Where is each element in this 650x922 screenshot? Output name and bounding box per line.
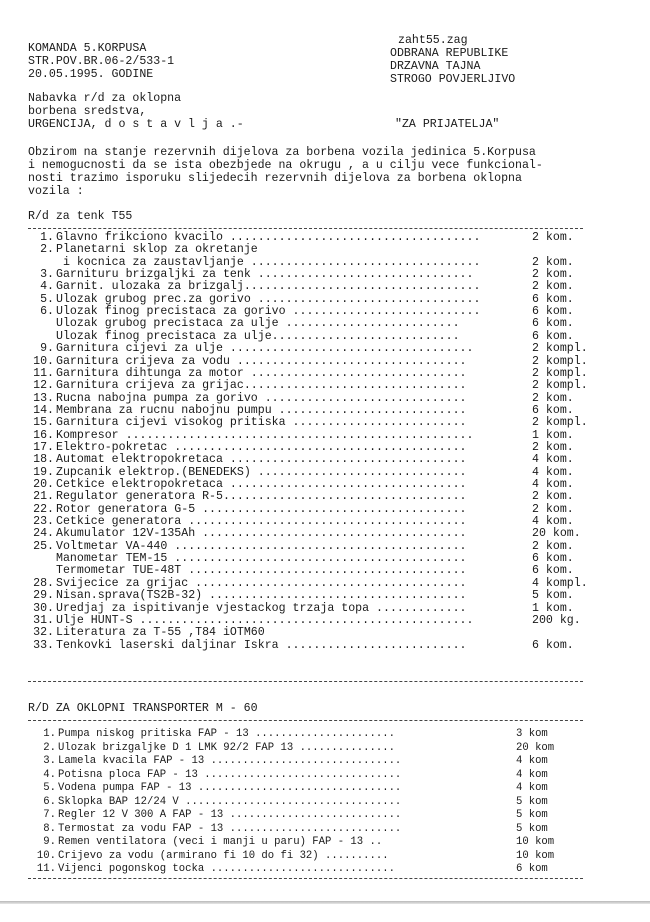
intro-line: vozila :: [28, 185, 84, 198]
item-description: Garnitura crijeva za grijac................................: [56, 379, 467, 393]
item-number: 11.: [33, 366, 54, 380]
section-title: R/d za tenk T55: [28, 210, 133, 223]
item-description: Automat elektropokretaca ..................................: [56, 453, 467, 467]
item-number: 3.: [40, 268, 54, 282]
subject-line: URGENCIJA, d o s t a v l j a .-: [28, 118, 244, 131]
item-number: 6.: [43, 795, 56, 808]
item-number: 29.: [33, 589, 54, 603]
item-quantity: 4 kom.: [532, 478, 574, 491]
item-quantity: 2 kom.: [532, 490, 574, 504]
item-description: Tenkovki laserski daljinar Iskra ..........................: [56, 638, 467, 652]
item-quantity: 10 kom: [516, 836, 555, 848]
item-quantity: 6 kom.: [532, 564, 574, 578]
item-description: Ulozak grubog precistaca za ulje .........................: [56, 317, 460, 331]
header-line: KOMANDA 5.KORPUSA: [28, 42, 147, 55]
item-number: 1.: [43, 728, 56, 740]
item-quantity: 2 kom.: [532, 255, 574, 269]
item-description: Garnitura cijevi za ulje ...................................: [56, 342, 474, 356]
item-quantity: 5 kom: [516, 822, 548, 835]
item-number: 25.: [33, 539, 54, 553]
item-description: Garnituru brizgaljki za tenk ...............................: [56, 268, 474, 282]
item-quantity: 6 kom.: [532, 317, 574, 331]
section-divider: [28, 681, 583, 682]
item-quantity: 20 kom: [516, 741, 555, 754]
item-description: Uredjaj za ispitivanje vjestackog trzaja topa .............: [56, 601, 467, 615]
section-title: R/D ZA OKLOPNI TRANSPORTER M - 60: [28, 702, 258, 715]
item-number: 13.: [33, 391, 54, 405]
item-description: Termostat za vodu FAP - 13 ...........................: [58, 822, 402, 835]
item-number: 8.: [43, 822, 56, 835]
item-number: 24.: [33, 527, 54, 541]
item-quantity: 2 kom.: [532, 440, 574, 454]
item-description: Elektro-pokretac ..........................................: [56, 440, 467, 454]
item-description: Garnit. ulozaka za brizgalj..................................: [56, 280, 481, 294]
item-quantity: 4 kom: [516, 768, 548, 781]
item-description: Membrana za rucnu nabojnu pumpu ...........................: [56, 403, 467, 417]
item-description: Lamela kvacila FAP - 13 ..............................: [58, 755, 402, 767]
item-description: Cetkice generatora ........................................: [56, 515, 467, 529]
item-number: 17.: [33, 440, 54, 454]
item-description: Voltmetar VA-440 ..........................................: [56, 539, 467, 553]
subject-line: borbena sredstva,: [28, 105, 147, 118]
item-number: 22.: [33, 502, 54, 516]
item-description: Glavno frikciono kvacilo ....................................: [56, 231, 481, 244]
item-description: Kompresor ..................................................: [56, 428, 474, 442]
classification-line: ODBRANA REPUBLIKE: [390, 47, 509, 60]
item-quantity: 2 kompl.: [532, 416, 588, 430]
item-quantity: 6 kom.: [532, 329, 574, 343]
item-number: 31.: [33, 613, 54, 627]
item-quantity: 10 kom: [516, 849, 555, 862]
item-number: 18.: [33, 453, 54, 467]
header-line: STR.POV.BR.06-2/533-1: [28, 55, 175, 68]
item-number: 1.: [40, 231, 54, 244]
item-description: Cetkice elektropokretaca ..................................: [56, 478, 467, 491]
item-number: 19.: [33, 465, 54, 479]
item-description: Literatura za T-55 ,T84 iOTM60: [56, 626, 265, 640]
item-description: Ulje HUNT-S ................................................: [56, 613, 474, 627]
header-line: 20.05.1995. GODINE: [28, 68, 154, 81]
item-number: 10.: [33, 354, 54, 368]
item-quantity: 4 kom.: [532, 465, 574, 479]
classification-line: STROGO POVJERLJIVO: [390, 73, 516, 86]
item-description: Remen ventilatora (veci i manji u paru) FAP - 13 ..: [58, 836, 383, 848]
item-description: Garnitura crijeva za vodu .................................: [56, 354, 467, 368]
item-quantity: 20 kom.: [532, 527, 581, 541]
item-quantity: 4 kom: [516, 782, 548, 794]
item-description: Potisna ploca FAP - 13 ...............................: [58, 768, 402, 781]
item-number: 23.: [33, 515, 54, 529]
item-number: 2.: [40, 243, 54, 257]
item-description: Regulator generatora R-5...................................: [56, 490, 467, 504]
item-quantity: 1 kom.: [532, 601, 574, 615]
item-quantity: 2 kom.: [532, 539, 574, 553]
item-description: Ulozak grubog prec.za gorivo ................................: [56, 292, 481, 306]
item-quantity: 2 kom.: [532, 231, 574, 244]
item-quantity: 4 kom.: [532, 515, 574, 529]
item-description: Vijenci pogonskog tocka .............................: [58, 863, 395, 875]
item-quantity: 5 kom.: [532, 589, 574, 603]
item-quantity: 2 kom.: [532, 268, 574, 282]
item-quantity: 2 kom.: [532, 391, 574, 405]
item-quantity: 6 kom.: [532, 305, 574, 319]
item-quantity: 2 kompl.: [532, 366, 588, 380]
item-number: 9.: [40, 342, 54, 356]
item-description: Ulozak finog precistaca za gorivo ...........................: [56, 305, 481, 319]
intro-line: i nemogucnosti da se ista obezbjede na okrugu , a u cilju vece funkcional-: [28, 159, 543, 172]
item-quantity: 4 kom.: [532, 453, 574, 467]
item-number: 28.: [33, 576, 54, 590]
item-number: 32.: [33, 626, 54, 640]
item-number: 10.: [36, 849, 56, 862]
intro-line: Obzirom na stanje rezervnih dijelova za borbena vozila jedinica 5.Korpusa: [28, 146, 536, 159]
item-description: Zupcanik elektrop.(BENEDEKS) ..............................: [56, 465, 467, 479]
item-quantity: 200 kg.: [532, 613, 581, 627]
item-quantity: 4 kompl.: [532, 576, 588, 590]
item-quantity: 2 kom.: [532, 502, 574, 516]
item-description: Garnitura dihtunga za motor ...............................: [56, 366, 467, 380]
item-number: 6.: [40, 305, 54, 319]
section-divider: [28, 228, 583, 229]
item-quantity: 1 kom.: [532, 428, 574, 442]
item-number: 3.: [43, 755, 56, 767]
item-number: 30.: [33, 601, 54, 615]
recipient: "ZA PRIJATELJA": [395, 118, 500, 131]
item-number: 21.: [33, 490, 54, 504]
intro-line: nosti trazimo isporuku slijedecih rezervnih dijelova za borbena oklopna: [28, 172, 522, 185]
item-description: Svijecice za grijac .......................................: [56, 576, 467, 590]
item-number: 20.: [33, 478, 54, 491]
item-quantity: 5 kom: [516, 809, 548, 821]
item-quantity: 3 kom: [516, 728, 548, 740]
item-number: 2.: [43, 741, 56, 754]
item-quantity: 6 kom: [516, 863, 548, 875]
item-description: Ulozak finog precistaca za ulje...........................: [56, 329, 460, 343]
classification-line: zaht55.zag: [398, 34, 468, 47]
item-number: 5.: [40, 292, 54, 306]
item-number: 5.: [43, 782, 56, 794]
item-number: 11.: [36, 863, 56, 875]
item-quantity: 6 kom.: [532, 403, 574, 417]
item-quantity: 2 kompl.: [532, 342, 588, 356]
item-number: 15.: [33, 416, 54, 430]
item-number: 7.: [43, 809, 56, 821]
item-description: Planetarni sklop za okretanje: [56, 243, 258, 257]
item-description: Pumpa niskog pritiska FAP - 13 ......................: [58, 728, 395, 740]
item-quantity: 4 kom: [516, 755, 548, 767]
item-number: 14.: [33, 403, 54, 417]
item-quantity: 2 kompl.: [532, 379, 588, 393]
item-quantity: 5 kom: [516, 795, 548, 808]
item-quantity: 2 kom.: [532, 280, 574, 294]
item-description: Crijevo za vodu (armirano fi 10 do fi 32) ..........: [58, 849, 389, 862]
item-description: Rotor generatora G-5 ......................................: [56, 502, 467, 516]
item-number: 33.: [33, 638, 54, 652]
item-description: Akumulator 12V-135Ah ......................................: [56, 527, 467, 541]
item-description: Sklopka BAP 12/24 V ..................................: [58, 795, 402, 808]
item-description: Rucna nabojna pumpa za gorivo .............................: [56, 391, 467, 405]
item-quantity: 2 kompl.: [532, 354, 588, 368]
item-quantity: 6 kom.: [532, 638, 574, 652]
item-description: Garnitura cijevi visokog pritiska .........................: [56, 416, 467, 430]
item-number: 4.: [40, 280, 54, 294]
item-description: Nisan.sprava(TS2B-32) .....................................: [56, 589, 467, 603]
item-description: Regler 12 V 300 A FAP - 13 ...........................: [58, 809, 402, 821]
item-number: 4.: [43, 768, 56, 781]
item-description: Manometar TEM-15 ..........................................: [56, 552, 467, 566]
item-quantity: 6 kom.: [532, 552, 574, 566]
subject-line: Nabavka r/d za oklopna: [28, 92, 182, 105]
item-number: 12.: [33, 379, 54, 393]
item-number: 9.: [43, 836, 56, 848]
scan-edge: [0, 901, 650, 904]
section-divider: [28, 878, 583, 879]
item-description: Vodena pumpa FAP - 13 ................................: [58, 782, 402, 794]
item-description: i kocnica za zaustavljanje .................................: [56, 255, 481, 269]
item-quantity: 6 kom.: [532, 292, 574, 306]
item-number: 16.: [33, 428, 54, 442]
item-description: Ulozak brizgaljke D 1 LMK 92/2 FAP 13 ...............: [58, 741, 395, 754]
section-divider: [28, 720, 583, 721]
item-description: Termometar TUE-48T ........................................: [56, 564, 467, 578]
classification-line: DRZAVNA TAJNA: [390, 60, 481, 73]
